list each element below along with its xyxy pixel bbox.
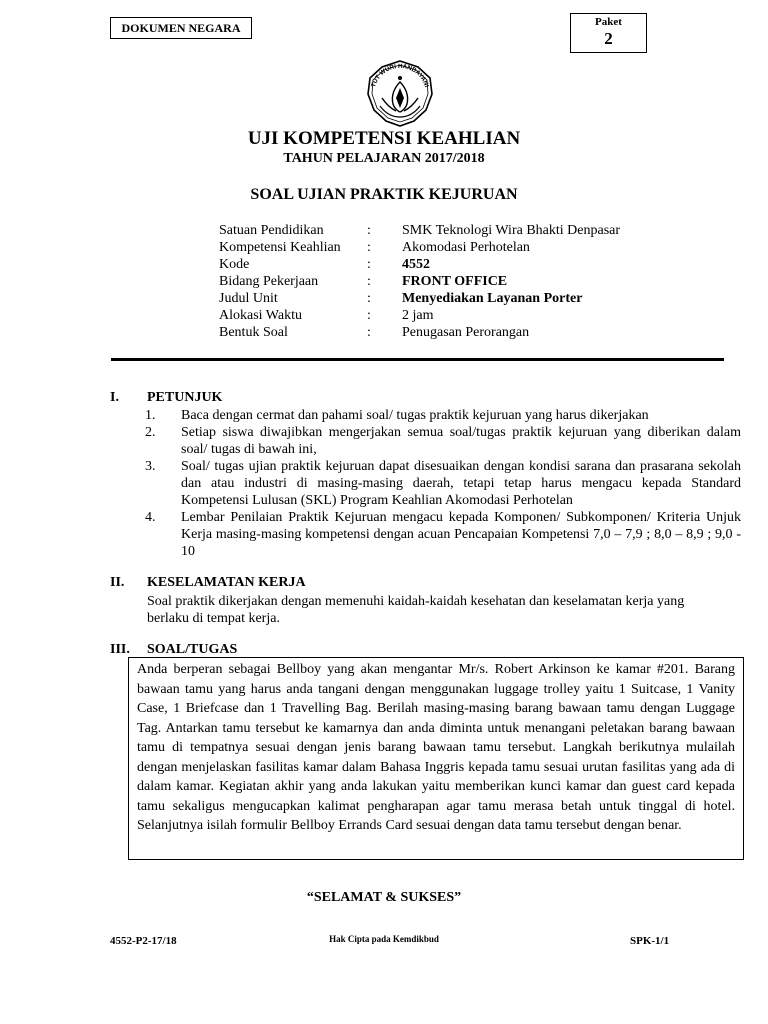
info-colon: : — [367, 291, 371, 306]
info-label: Bentuk Soal — [219, 325, 288, 340]
list-item-number: 2. — [145, 425, 156, 440]
info-value: 4552 — [402, 257, 430, 272]
list-item — [145, 509, 741, 560]
info-colon: : — [367, 308, 371, 323]
paket-number: 2 — [604, 29, 613, 48]
section-title-soal: SOAL/TUGAS — [147, 642, 238, 657]
document-classification-label: DOKUMEN NEGARA — [110, 17, 252, 39]
svg-text:TUT WURI HANDAYANI — [370, 63, 430, 88]
info-label: Satuan Pendidikan — [219, 223, 324, 238]
list-item — [145, 407, 741, 424]
closing-message: “SELAMAT & SUKSES” — [306, 890, 462, 905]
footer-code: 4552-P2-17/18 — [110, 935, 177, 947]
footer-page: SPK-1/1 — [630, 935, 670, 947]
list-item-text: Setiap siswa diwajibkan mengerjakan semua soal/tugas praktik kejuruan yang diberikan dalam soal/ tugas di bawah ini, — [181, 425, 741, 457]
list-item-text: Lembar Penilaian Praktik Kejuruan mengacu kepada Komponen/ Subkomponen/ Kriteria Unjuk Kerja masing-masing kompetensi dengan acuan Pencapaian Kompetensi 7,0 – 7,9 ; 8,0 – 8,9 ; 9,0 - 10 — [181, 510, 741, 559]
info-label: Bidang Pekerjaan — [219, 274, 319, 289]
instructions-list — [145, 407, 741, 560]
section-title-petunjuk: PETUNJUK — [147, 390, 223, 405]
section-number: III. — [110, 642, 130, 657]
exam-title: SOAL UJIAN PRAKTIK KEJURUAN — [250, 186, 518, 203]
section-number: I. — [110, 390, 119, 405]
list-item-number: 4. — [145, 510, 156, 525]
list-item-number: 3. — [145, 459, 156, 474]
paket-label: Paket — [595, 16, 622, 28]
safety-text: Soal praktik dikerjakan dengan memenuhi kaidah-kaidah kesehatan dan keselamatan kerja yang berlaku di tempat kerja. — [147, 594, 685, 626]
list-item-number: 1. — [145, 408, 156, 423]
horizontal-divider — [111, 358, 724, 361]
logo-motto: TUT WURI HANDAYANI — [370, 62, 431, 89]
info-colon: : — [367, 325, 371, 340]
task-description-box: Anda berperan sebagai Bellboy yang akan mengantar Mr/s. Robert Arkinson ke kamar #201. Barang bawaan tamu yang harus anda tangani dengan menggunakan luggage trolley yaitu 1 Suitcase, 1 Vanity Case, 1 Briefcase dan 1 Travelling Bag. Berilah masing-masing barang bawaan tamu dengan Luggage Tag. Antarkan tamu tersebut ke kamarnya dan anda diminta untuk menangani peletakan barang bawaan tamu di tempatnya sesuai dengan jenis barang bawaan tamu tersebut. Langkah berikutnya mulailah dengan menjelaskan fasilitas kamar dalam Bahasa Inggris kepada tamu sesuai urutan fasilitas yang ada di dalam kamar. Kegiatan akhir yang anda lakukan yaitu memberikan kunci kamar dan guest card kepada tamu sekaligus mengucapkan kalimat pengharapan agar tamu merasa betah untuk tinggal di hotel. Selanjutnya isilah formulir Bellboy Errands Card sesuai dengan data tamu tersebut dengan benar. — [128, 657, 744, 860]
paket-box — [570, 13, 647, 53]
info-colon: : — [367, 257, 371, 272]
info-label: Alokasi Waktu — [219, 308, 302, 323]
academic-year: TAHUN PELAJARAN 2017/2018 — [283, 151, 485, 166]
info-value: 2 jam — [402, 308, 434, 323]
list-item-text: Soal/ tugas ujian praktik kejuruan dapat disesuaikan dengan kondisi sarana dan prasarana sekolah dan atau industri di masing-masing daerah, tetapi tetap harus mengacu kepada Standard Kompetensi Lulusan (SKL) Program Keahlian Akomodasi Perhotelan — [181, 459, 741, 508]
main-title: UJI KOMPETENSI KEAHLIAN — [247, 128, 521, 149]
info-value: Menyediakan Layanan Porter — [402, 291, 583, 306]
footer-copyright: Hak Cipta pada Kemdikbud — [329, 934, 439, 944]
list-item-text: Baca dengan cermat dan pahami soal/ tugas praktik kejuruan yang harus dikerjakan — [181, 408, 649, 423]
info-colon: : — [367, 240, 371, 255]
info-value: Akomodasi Perhotelan — [402, 240, 530, 255]
section-number: II. — [110, 575, 125, 590]
info-value: SMK Teknologi Wira Bhakti Denpasar — [402, 223, 621, 238]
info-colon: : — [367, 223, 371, 238]
info-value: Penugasan Perorangan — [402, 325, 530, 340]
tut-wuri-handayani-logo — [358, 58, 442, 128]
info-colon: : — [367, 274, 371, 289]
info-value: FRONT OFFICE — [402, 274, 508, 289]
section-title-keselamatan: KESELAMATAN KERJA — [147, 575, 306, 590]
list-item — [145, 424, 741, 458]
list-item — [145, 458, 741, 509]
info-label: Kompetensi Keahlian — [219, 240, 341, 255]
info-label: Judul Unit — [219, 291, 278, 306]
info-label: Kode — [219, 257, 250, 272]
